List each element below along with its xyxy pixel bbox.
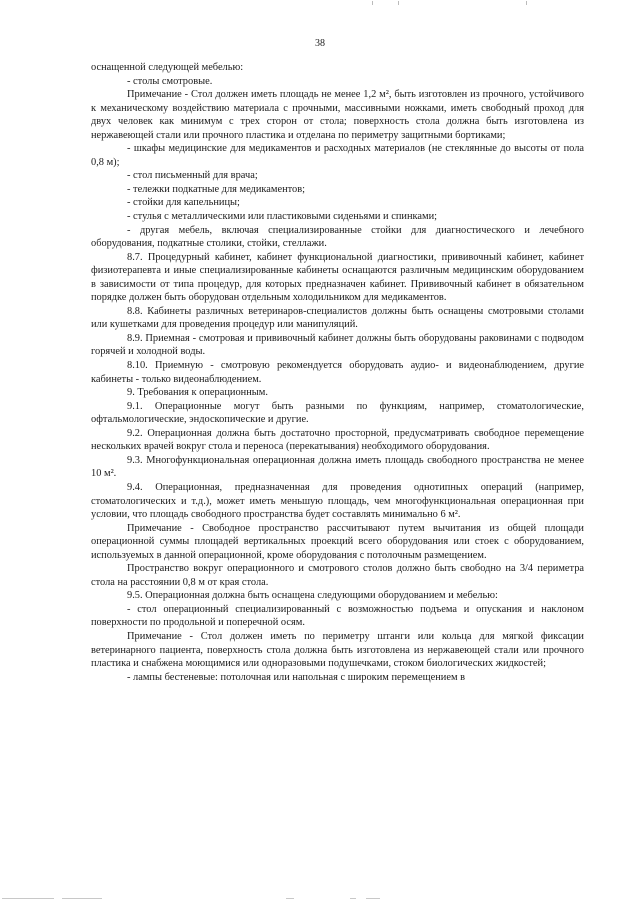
paragraph: - стол письменный для врача; bbox=[127, 170, 258, 182]
scan-top-marks bbox=[0, 0, 640, 8]
page-number: 38 bbox=[315, 38, 325, 49]
paragraph: Пространство вокруг операционного и смотрового столов должно быть свободно на 3/4 периметра стола на расстоянии 0,8 м от края стола. bbox=[91, 563, 584, 588]
scan-mark bbox=[372, 1, 373, 5]
paragraph: Примечание - Стол должен иметь по периметру штанги или кольца для мягкой фиксации ветеринарного пациента, поверхность стола должна быть изготовлена из нержавеющей стали или прочного пластика и снабжена моющимися или одноразовыми подушечками, стоком биологических жидкостей; bbox=[91, 630, 584, 670]
paragraph: Примечание - Свободное пространство рассчитывают путем вычитания из общей площади операционной суммы площадей вертикальных проекций всего оборудования или стоек с оборудованием, используемых в данной операционной, кроме оборудования с потолочным размещением. bbox=[91, 522, 584, 561]
paragraph: оснащенной следующей мебелью: bbox=[91, 62, 244, 73]
scan-mark bbox=[526, 1, 527, 5]
paragraph: 8.7. Процедурный кабинет, кабинет функциональной диагностики, прививочный кабинет, кабинет физиотерапевта и иные специализированные кабинеты оснащаются различным медицинским оборудованием в зависимости от типа процедур, для которых предназначен кабинет. Прививочный кабинет в обязательном порядке должен быть оборудован отдельным холодильником для медикаментов. bbox=[91, 251, 584, 304]
scan-mark bbox=[286, 898, 294, 899]
scan-mark bbox=[366, 898, 380, 899]
paragraph: - тележки подкатные для медикаментов; bbox=[127, 183, 306, 195]
paragraph: 8.10. Приемную - смотровую рекомендуется оборудовать аудио- и видеонаблюдением, другие кабинеты - только видеонаблюдением. bbox=[91, 360, 584, 385]
scan-mark bbox=[350, 898, 356, 899]
paragraph: - стулья с металлическими или пластиковыми сиденьями и спинками; bbox=[127, 211, 438, 223]
scan-bottom-marks bbox=[0, 891, 640, 905]
paragraph: - лампы бестеневые: потолочная или напольная с широким перемещением в bbox=[127, 671, 466, 683]
paragraph: Примечание - Стол должен иметь площадь не менее 1,2 м², быть изготовлен из прочного, устойчивого к механическому воздействию материала с прочными, массивными ножками, иметь свободный проход для двух человек как минимум с трех сторон от стола; поверхность стола должна быть изготовлена из нержавеющей стали или прочного пластика и отделана по периметру защитными бортиками; bbox=[91, 89, 584, 141]
scan-mark bbox=[2, 898, 54, 899]
paragraph: - стол операционный специализированный с возможностью подъема и опускания и наклоном поверхности по продольной и поперечной осям. bbox=[91, 603, 584, 629]
paragraph: 9.5. Операционная должна быть оснащена следующими оборудованием и мебелью: bbox=[127, 590, 498, 602]
paragraph: 8.8. Кабинеты различных ветеринаров-специалистов должны быть оснащены смотровыми столами или кушетками для проведения процедур или манипуляций. bbox=[91, 305, 584, 331]
paragraph: - другая мебель, включая специализированные стойки для диагностического и лечебного оборудования, подкатные столики, стойки, стеллажи. bbox=[91, 224, 584, 250]
paragraph: 8.9. Приемная - смотровая и прививочный кабинет должны быть оборудованы раковинами с подводом горячей и холодной воды. bbox=[91, 332, 584, 358]
paragraph: - стойки для капельницы; bbox=[127, 197, 240, 209]
document-body bbox=[91, 61, 584, 684]
paragraph: 9.3. Многофункциональная операционная должна иметь площадь свободного пространства не менее 10 м². bbox=[91, 454, 584, 480]
paragraph: 9.2. Операционная должна быть достаточно просторной, предусматривать свободное перемещение нескольких врачей вокруг стола и переноса (перекатывания) необходимого оборудования. bbox=[91, 427, 584, 453]
paragraph: 9.4. Операционная, предназначенная для проведения однотипных операций (например, стоматологических и т.д.), может иметь меньшую площадь, чем многофункциональная операционная при условии, что площадь свободного пространства будет составлять минимально 6 м². bbox=[91, 481, 584, 521]
paragraph: 9.1. Операционные могут быть разными по функциям, например, стоматологические, офтальмологические, эндоскопические и другие. bbox=[91, 400, 584, 426]
paragraph: - столы смотровые. bbox=[127, 75, 213, 87]
paragraph: - шкафы медицинские для медикаментов и расходных материалов (не стеклянные до высоты от пола 0,8 м); bbox=[91, 143, 584, 168]
scan-mark bbox=[62, 898, 102, 899]
paragraph: 9. Требования к операционным. bbox=[127, 387, 268, 399]
scan-mark bbox=[398, 1, 399, 5]
